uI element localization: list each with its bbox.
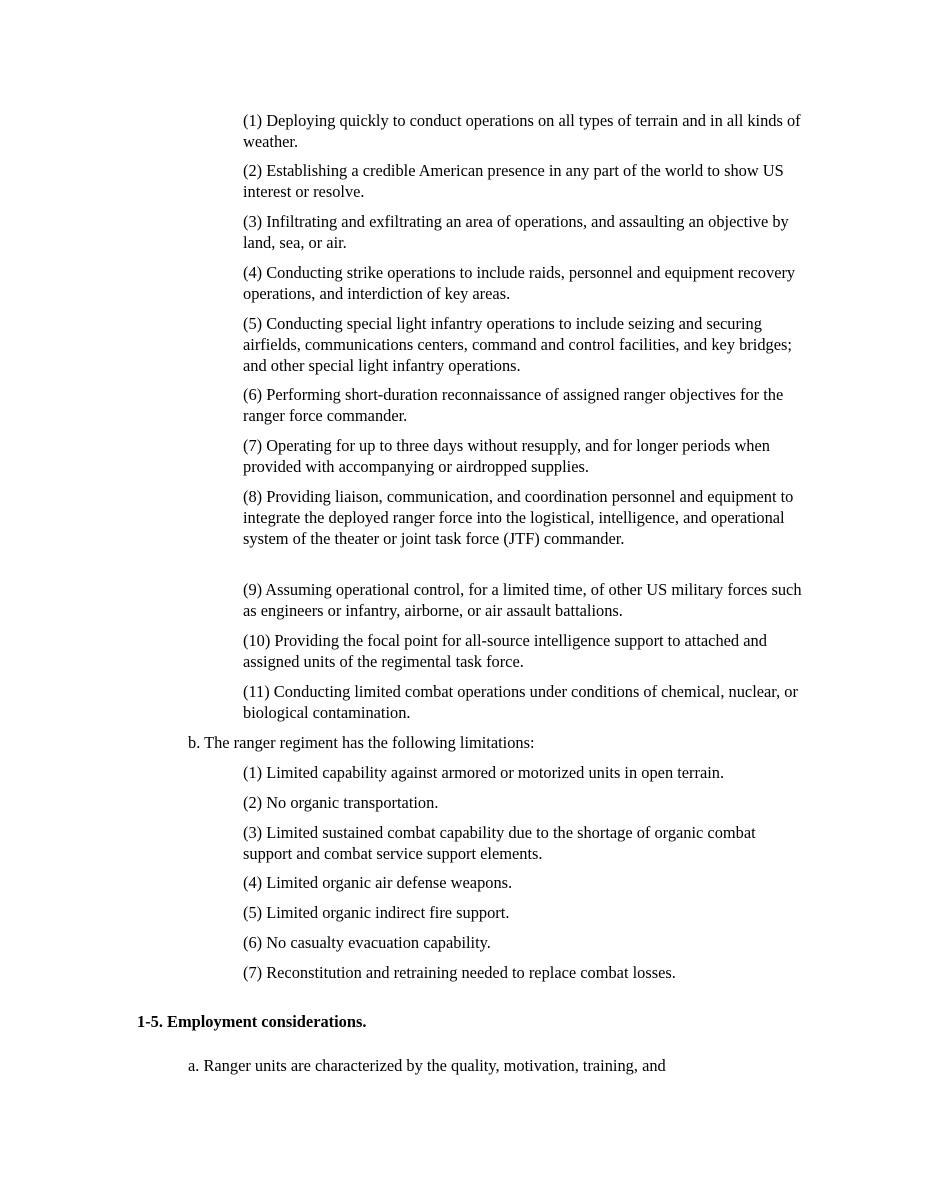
section-paragraph-a: a. Ranger units are characterized by the quality, motivation, training, and <box>188 1056 666 1075</box>
limitation-item-2: (2) No organic transportation. <box>243 793 439 812</box>
limitation-item-5: (5) Limited organic indirect fire support. <box>243 903 510 922</box>
section-heading: 1-5. Employment considerations. <box>137 1012 367 1031</box>
limitation-item-4: (4) Limited organic air defense weapons. <box>243 873 513 892</box>
capability-item-5: (5) Conducting special light infantry operations to include seizing and securing airfields, communications centers, command and control facilities, and key bridges; and other special light infantry operations. <box>243 314 792 375</box>
capability-item-4: (4) Conducting strike operations to include raids, personnel and equipment recovery operations, and interdiction of key areas. <box>243 263 796 303</box>
capability-item-8: (8) Providing liaison, communication, and coordination personnel and equipment to integrate the deployed ranger force into the logistical, intelligence, and operational system of the theater or joint task force (JTF) commander. <box>243 487 794 548</box>
limitation-item-3: (3) Limited sustained combat capability due to the shortage of organic combat support and combat service support elements. <box>243 823 756 863</box>
capability-item-6: (6) Performing short-duration reconnaissance of assigned ranger objectives for the ranger force commander. <box>243 385 784 425</box>
capability-item-2: (2) Establishing a credible American presence in any part of the world to show US interest or resolve. <box>243 161 784 201</box>
limitation-item-1: (1) Limited capability against armored or motorized units in open terrain. <box>243 763 725 782</box>
capability-item-11: (11) Conducting limited combat operations under conditions of chemical, nuclear, or biological contamination. <box>243 682 798 722</box>
capability-item-9: (9) Assuming operational control, for a limited time, of other US military forces such as engineers or infantry, airborne, or air assault battalions. <box>243 580 802 620</box>
capability-item-1: (1) Deploying quickly to conduct operations on all types of terrain and in all kinds of weather. <box>243 111 801 151</box>
capability-item-3: (3) Infiltrating and exfiltrating an area of operations, and assaulting an objective by land, sea, or air. <box>243 212 789 252</box>
limitation-item-7: (7) Reconstitution and retraining needed to replace combat losses. <box>243 963 676 982</box>
limitations-intro: b. The ranger regiment has the following limitations: <box>188 733 535 752</box>
capability-item-10: (10) Providing the focal point for all-source intelligence support to attached and assigned units of the regimental task force. <box>243 631 767 671</box>
limitation-item-6: (6) No casualty evacuation capability. <box>243 933 491 952</box>
capability-item-7: (7) Operating for up to three days without resupply, and for longer periods when provided with accompanying or airdropped supplies. <box>243 436 770 476</box>
